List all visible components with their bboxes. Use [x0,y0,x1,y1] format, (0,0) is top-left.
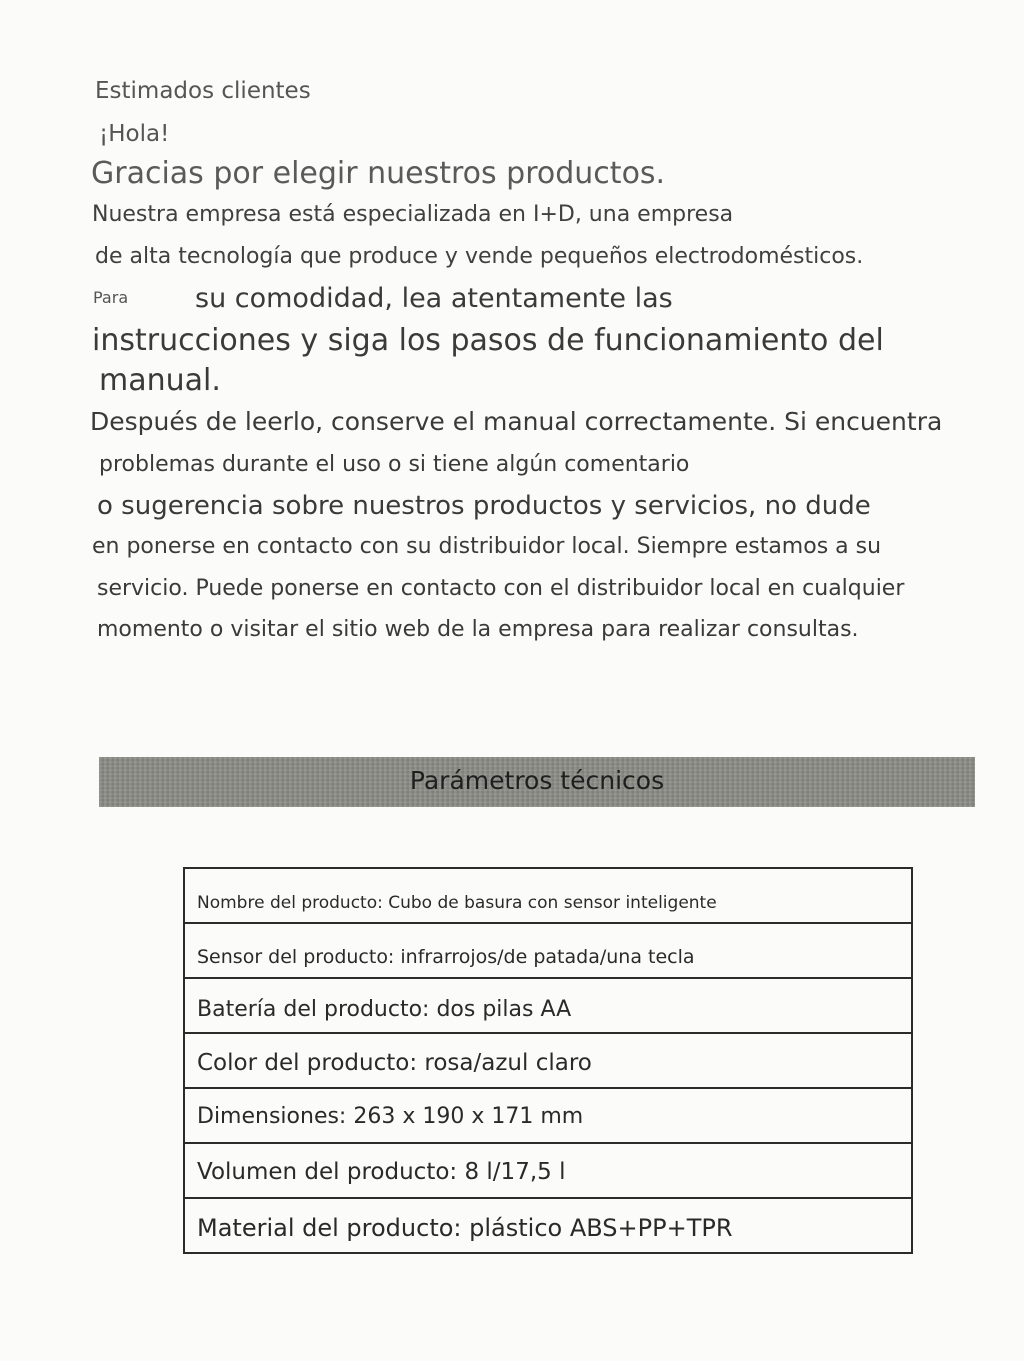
table-row [185,1144,911,1199]
intro-line-comfort: su comodidad, lea atentamente las [195,283,673,314]
table-row [185,1089,911,1144]
hello-line: ¡Hola! [99,121,170,147]
intro-line-website: momento o visitar el sitio web de la empresa para realizar consultas. [97,617,859,642]
spec-product-color: Color del producto: rosa/azul claro [197,1050,592,1076]
table-row [185,924,911,979]
intro-line-technology: de alta tecnología que produce y vende pequeños electrodomésticos. [95,244,864,269]
spec-dimensions: Dimensiones: 263 x 190 x 171 mm [197,1104,584,1129]
table-row [185,979,911,1034]
spec-product-material: Material del producto: plástico ABS+PP+TPR [197,1214,733,1242]
intro-line-contact: en ponerse en contacto con su distribuidor local. Siempre estamos a su [92,534,882,559]
intro-line-company: Nuestra empresa está especializada en I+D, una empresa [92,202,734,227]
greeting-heading: Estimados clientes [95,78,311,104]
intro-line-service: servicio. Puede ponerse en contacto con el distribuidor local en cualquier [97,576,905,601]
intro-word-para: Para [93,288,129,307]
intro-line-after-reading: Después de leerlo, conserve el manual correctamente. Si encuentra [90,407,943,436]
technical-parameters-banner [99,757,975,807]
table-row [185,869,911,924]
intro-line-instructions: instrucciones y siga los pasos de funcionamiento del [92,323,884,358]
spec-product-volume: Volumen del producto: 8 l/17,5 l [197,1159,566,1185]
spec-product-sensor: Sensor del producto: infrarrojos/de patada/una tecla [197,946,695,968]
spec-product-battery: Batería del producto: dos pilas AA [197,997,572,1022]
intro-line-problems: problemas durante el uso o si tiene algún comentario [99,452,690,477]
intro-line-suggestion: o sugerencia sobre nuestros productos y servicios, no dude [97,491,871,521]
intro-line-manual: manual. [99,363,221,398]
thanks-line: Gracias por elegir nuestros productos. [91,156,666,191]
specifications-table [183,867,913,1254]
section-title: Parámetros técnicos [409,766,665,795]
table-row [185,1034,911,1089]
spec-product-name: Nombre del producto: Cubo de basura con sensor inteligente [197,893,717,913]
table-row [185,1199,911,1254]
